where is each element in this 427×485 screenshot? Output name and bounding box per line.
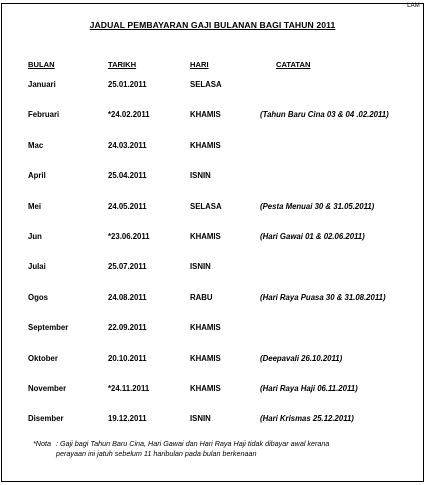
- month-cell: Ogos: [28, 292, 48, 302]
- month-cell: Mac: [28, 140, 44, 150]
- day-cell: SELASA: [190, 80, 222, 89]
- table-row: [2, 110, 425, 122]
- month-cell: Oktober: [28, 353, 58, 363]
- note-cell: (Pesta Menuai 30 & 31.05.2011): [260, 201, 375, 211]
- table-row: [2, 293, 425, 305]
- table-row: [2, 414, 425, 426]
- month-cell: April: [28, 171, 46, 181]
- day-cell: KHAMIS: [190, 323, 221, 333]
- table-row: [2, 323, 425, 335]
- document-frame: [1, 3, 424, 482]
- day-cell: RABU: [190, 292, 213, 302]
- header-month: BULAN: [28, 60, 55, 69]
- day-cell: ISNIN: [190, 262, 211, 272]
- date-cell: 25.07.2011: [108, 262, 147, 272]
- month-cell: Jun: [28, 232, 42, 241]
- month-cell: Mei: [28, 201, 41, 211]
- note-cell: (Hari Krismas 25.12.2011): [260, 414, 354, 424]
- note-cell: (Hari Raya Puasa 30 & 31.08.2011): [260, 292, 386, 302]
- day-cell: KHAMIS: [190, 140, 221, 150]
- month-cell: September: [28, 323, 69, 333]
- table-row: [2, 171, 425, 183]
- note-cell: (Hari Gawai 01 & 02.06.2011): [260, 232, 365, 241]
- day-cell: KHAMIS: [190, 353, 221, 363]
- day-cell: ISNIN: [190, 414, 211, 424]
- header-date: TARIKH: [108, 60, 137, 69]
- date-cell: 22.09.2011: [108, 323, 147, 333]
- table-row: [2, 232, 425, 244]
- date-cell: 25.01.2011: [108, 80, 147, 89]
- table-row: [2, 202, 425, 214]
- month-cell: Julai: [28, 262, 46, 272]
- table-row: [2, 80, 425, 92]
- header-day: HARI: [190, 60, 209, 69]
- date-cell: *23.06.2011: [108, 232, 150, 241]
- date-cell: 20.10.2011: [108, 353, 147, 363]
- day-cell: KHAMIS: [190, 232, 221, 241]
- table-row: [2, 384, 425, 396]
- date-cell: 24.08.2011: [108, 292, 147, 302]
- table-row: [2, 141, 425, 153]
- footnote: [33, 439, 413, 459]
- date-cell: 24.03.2011: [108, 140, 147, 150]
- date-cell: *24.11.2011: [108, 384, 150, 393]
- date-cell: 25.04.2011: [108, 171, 147, 181]
- note-cell: (Tahun Baru Cina 03 & 04 .02.2011): [260, 110, 389, 120]
- day-cell: KHAMIS: [190, 384, 221, 393]
- date-cell: 19.12.2011: [108, 414, 147, 424]
- note-cell: (Hari Raya Haji 06.11.2011): [260, 384, 358, 393]
- table-row: [2, 354, 425, 366]
- footnote-text: : Gaji bagi Tahun Baru Cina, Hari Gawai dan Hari Raya Haji tidak dibayar awal kerana perayaan ini jatuh sebelum 11 haribulan pada bulan berkenaan: [56, 439, 330, 458]
- month-cell: Disember: [28, 414, 64, 424]
- corner-label: LAM: [407, 3, 420, 9]
- footnote-label: *Nota: [33, 439, 51, 448]
- note-cell: (Deepavali 26.10.2011): [260, 353, 343, 363]
- table-row: [2, 262, 425, 274]
- date-cell: *24.02.2011: [108, 110, 150, 120]
- month-cell: Januari: [28, 80, 56, 89]
- day-cell: ISNIN: [190, 171, 211, 181]
- document-title: JADUAL PEMBAYARAN GAJI BULANAN BAGI TAHUN 2011: [89, 20, 336, 30]
- day-cell: SELASA: [190, 201, 222, 211]
- date-cell: 24.05.2011: [108, 201, 147, 211]
- header-note: CATATAN: [276, 60, 311, 69]
- month-cell: Februari: [28, 110, 60, 120]
- month-cell: November: [28, 384, 67, 393]
- day-cell: KHAMIS: [190, 110, 221, 120]
